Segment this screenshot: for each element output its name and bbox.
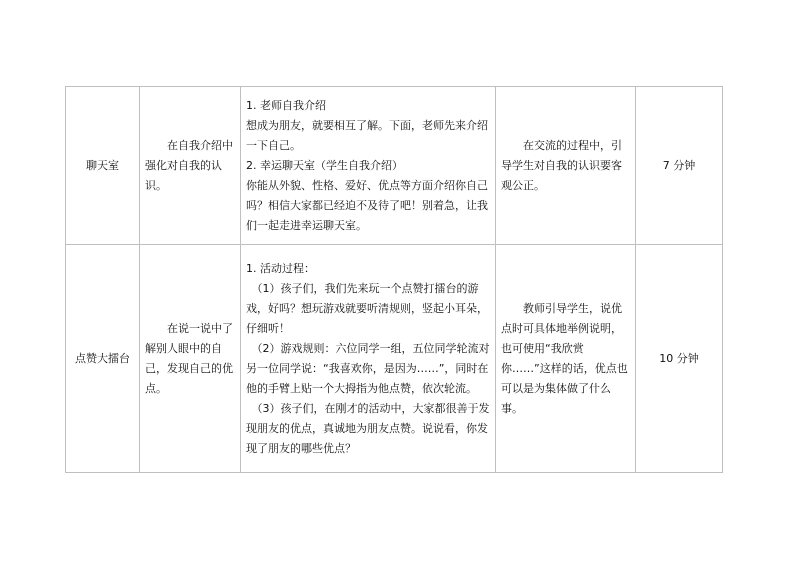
process-line: 想成为朋友，就要相互了解。下面，老师先来介绍一下自己。 [246, 118, 488, 152]
duration-cell: 7 分钟 [636, 87, 723, 245]
process-line: （3）孩子们，在刚才的活动中，大家都很善于发现朋友的优点，真诚地为朋友点赞。说说看，你发现了朋友的哪些优点？ [246, 401, 490, 455]
process-line: 1. 老师自我介绍 [246, 98, 326, 112]
activity-goal-cell [140, 245, 241, 473]
table-row [66, 245, 723, 473]
activity-goal-cell [140, 87, 241, 245]
activity-name-cell: 聊天室 [66, 87, 140, 245]
lesson-plan-table [65, 86, 723, 473]
activity-name-cell: 点赞大擂台 [66, 245, 140, 473]
process-line: 1. 活动过程： [246, 261, 315, 275]
table-row [66, 87, 723, 245]
design-intent-cell [496, 87, 636, 245]
duration-cell: 10 分钟 [636, 245, 723, 473]
process-line: （1）孩子们，我们先来玩一个点赞打擂台的游戏，好吗？想玩游戏就要听清规则，竖起小耳朵，仔细听！ [246, 281, 488, 335]
process-line: （2）游戏规则：六位同学一组，五位同学轮流对另一位同学说：“我喜欢你，是因为……”，同时在他的手臂上贴一个大拇指为他点赞，依次轮流。 [246, 341, 490, 395]
activity-goal-text: 在说一说中了解别人眼中的自己，发现自己的优点。 [145, 321, 233, 395]
activity-goal-text: 在自我介绍中强化对自我的认识。 [145, 138, 233, 192]
activity-process-cell [241, 87, 496, 245]
design-intent-text: 教师引导学生，说优点时可具体地举例说明，也可使用“我欣赏你……”这样的话，优点也可以是为集体做了什么事。 [501, 301, 628, 415]
process-line: 你能从外貌、性格、爱好、优点等方面介绍你自己吗？相信大家都已经迫不及待了吧！别着急，让我们一起走进幸运聊天室。 [246, 178, 488, 232]
design-intent-cell [496, 245, 636, 473]
design-intent-text: 在交流的过程中，引导学生对自我的认识要客观公正。 [501, 138, 622, 192]
activity-process-cell [241, 245, 496, 473]
process-line: 2. 幸运聊天室（学生自我介绍） [246, 158, 403, 172]
